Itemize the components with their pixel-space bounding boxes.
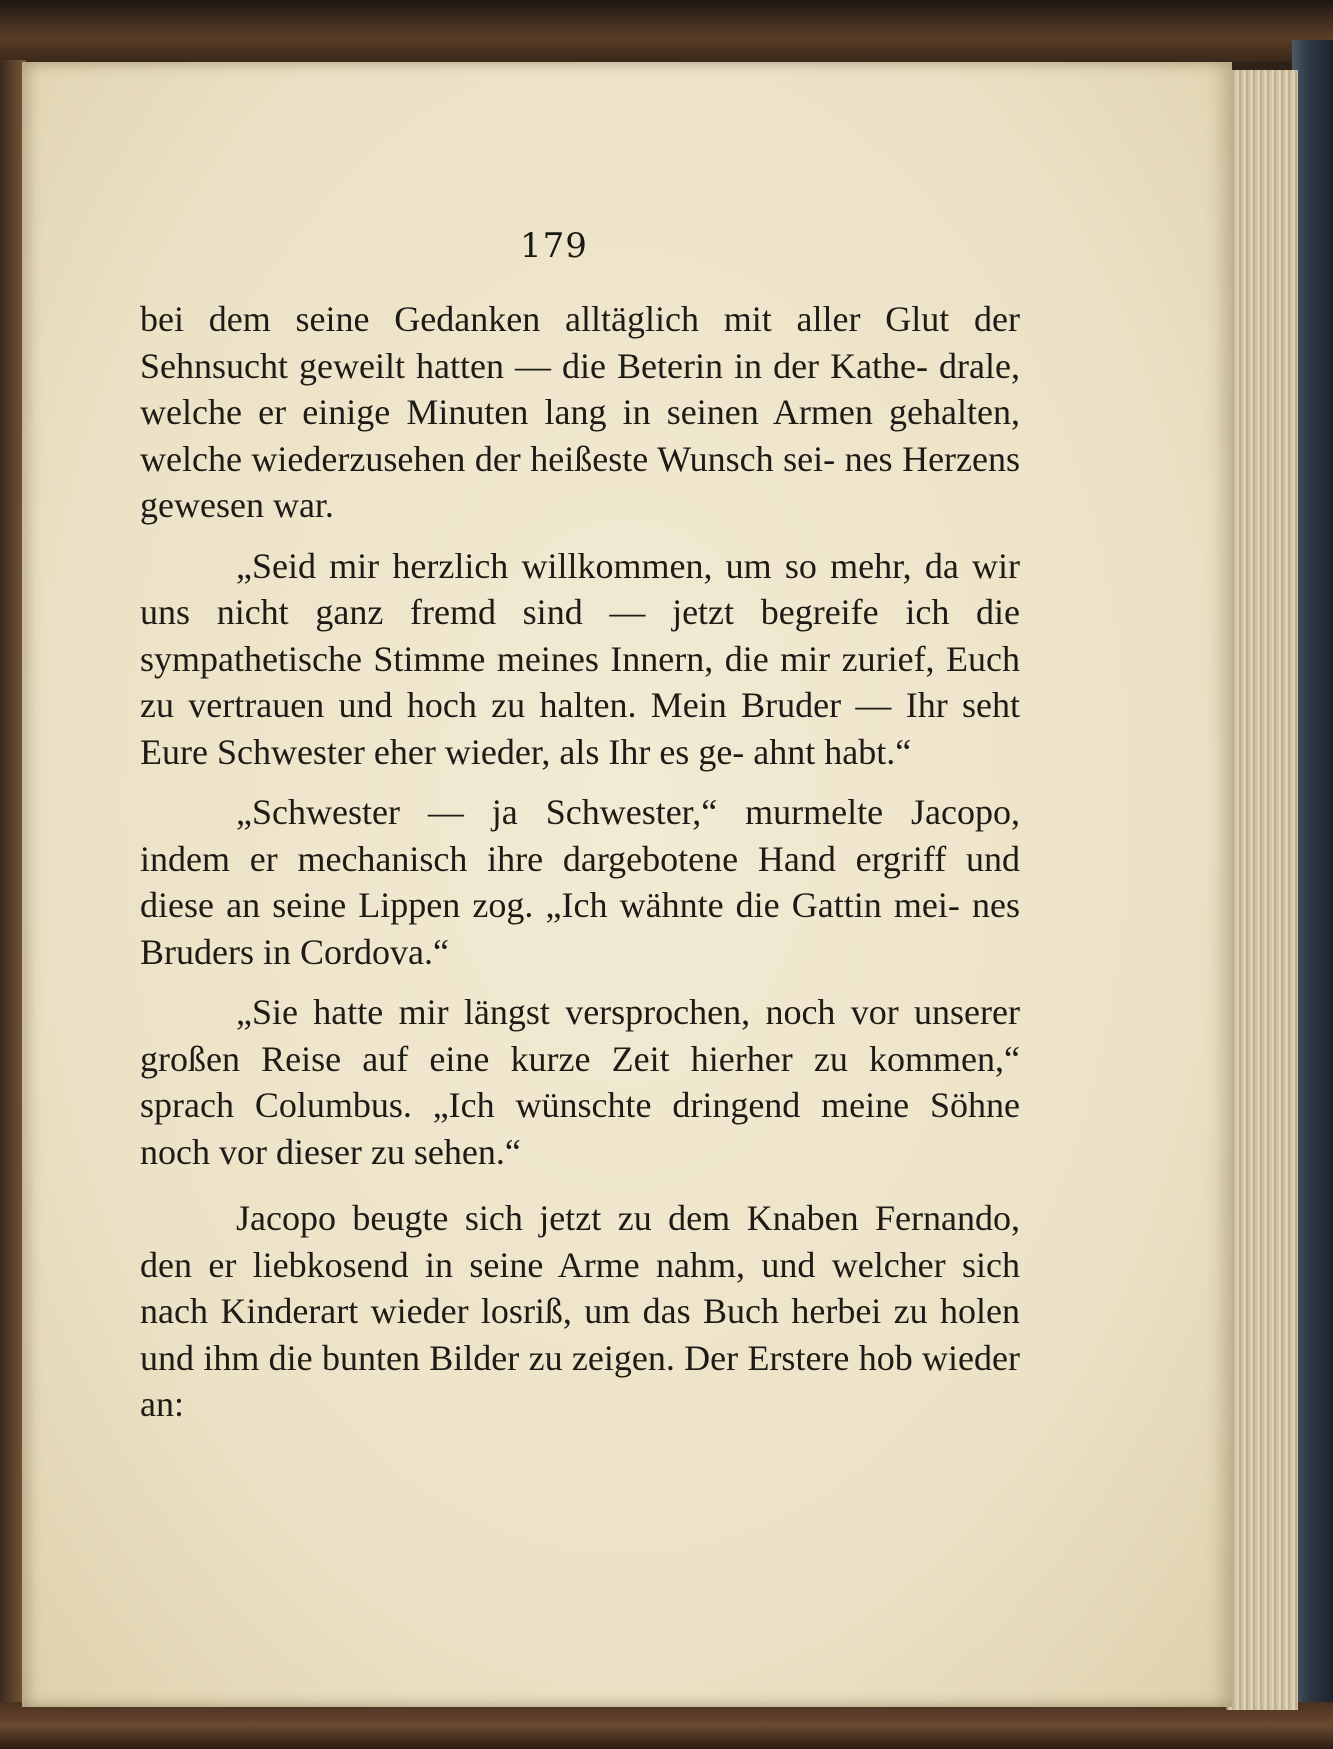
page-number: 179 bbox=[520, 226, 588, 266]
paragraph-4: „Sie hatte mir längst versprochen, noch vor unserer großen Reise auf eine kurze Zeit hierher zu kommen,“ sprach Columbus. „Ich wünschte dringend meine Söhne noch vor dieser zu sehen.“ bbox=[140, 992, 1020, 1172]
book-cover-bottom bbox=[0, 1702, 1333, 1749]
paragraph-1: bei dem seine Gedanken alltäglich mit aller Glut der Sehnsucht geweilt hatten — die Beterin in der Kathe- drale, welche er einige Minuten lang in seinen Armen gehalten, welche wiederzusehen der heißeste Wunsch sei- nes Herzens gewesen war. bbox=[140, 299, 1020, 525]
paragraph-5: Jacopo beugte sich jetzt zu dem Knaben Fernando, den er liebkosend in seine Arme nahm, und welcher sich nach Kinderart wieder losriß, um das Buch herbei zu holen und ihm die bunten Bilder zu zeigen. Der Erstere hob wieder an: bbox=[140, 1198, 1020, 1424]
page-edges bbox=[1226, 70, 1298, 1710]
book-cover-right bbox=[1292, 40, 1333, 1720]
paragraph-3: „Schwester — ja Schwester,“ murmelte Jacopo, indem er mechanisch ihre dargebotene Hand ergriff und diese an seine Lippen zog. „Ich wähnte die Gattin mei- nes Bruders in Cordova.“ bbox=[140, 792, 1020, 972]
page-text bbox=[140, 296, 1020, 1428]
paragraph-2: „Seid mir herzlich willkommen, um so mehr, da wir uns nicht ganz fremd sind — jetzt begreife ich die sympathetische Stimme meines Innern, die mir zurief, Euch zu vertrauen und hoch zu halten. Mein Bruder — Ihr seht Eure Schwester eher wieder, als Ihr es ge- ahnt habt.“ bbox=[140, 545, 1020, 772]
book-cover-top bbox=[0, 0, 1333, 62]
